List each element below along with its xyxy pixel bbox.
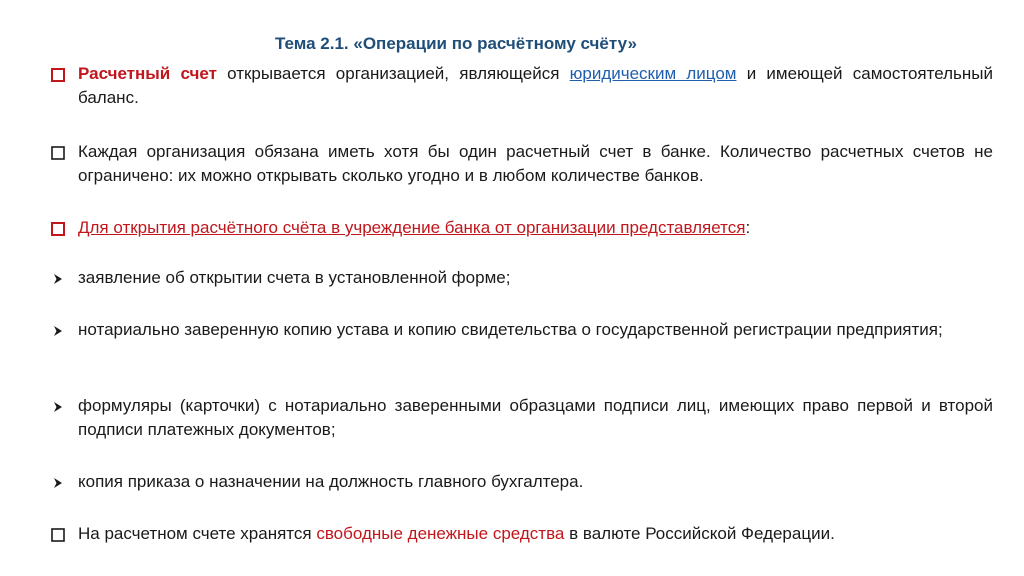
arrow-icon <box>48 269 68 289</box>
item-text: На расчетном счете хранятся <box>78 524 317 543</box>
checkbox-icon <box>48 525 68 545</box>
bullet-item <box>48 266 993 290</box>
bullet-item <box>48 318 993 342</box>
item-text: и имеющей самостоятельный баланс. <box>78 64 993 107</box>
arrow-icon <box>48 321 68 341</box>
bullet-item <box>48 140 993 188</box>
item-text: Каждая организация обязана иметь хотя бы один расчетный счет в банке. Количество расчетных счетов не ограничено: их можно открывать сколько угодно и в любом количестве банков. <box>78 142 993 185</box>
item-text: открывается организацией, являющейся <box>216 64 570 83</box>
checkbox-icon <box>48 219 68 239</box>
arrow-icon <box>48 473 68 493</box>
slide-title: Тема 2.1. «Операции по расчётному счёту» <box>275 34 637 53</box>
legal-entity-link[interactable]: юридическим лицом <box>569 64 737 83</box>
bullet-item <box>48 522 993 546</box>
item-text: заявление об открытии счета в установленной форме; <box>78 268 511 287</box>
item-text: копия приказа о назначении на должность главного бухгалтера. <box>78 472 584 491</box>
free-funds-highlight: свободные денежные средства <box>316 524 565 543</box>
item-text: нотариально заверенную копию устава и копию свидетельства о государственной регистрации предприятия; <box>78 320 943 339</box>
item-text: формуляры (карточки) с нотариально заверенными образцами подписи лиц, имеющих право первой и второй подписи платежных документов; <box>78 396 993 439</box>
documents-heading: Для открытия расчётного счёта в учреждение банка от организации представляется <box>78 218 746 237</box>
bullet-item <box>48 394 993 442</box>
term-settlement-account: Расчетный счет <box>78 64 217 83</box>
arrow-icon <box>48 397 68 417</box>
checkbox-icon <box>48 143 68 163</box>
bullet-item <box>48 470 993 494</box>
item-text: в валюте Российской Федерации. <box>564 524 835 543</box>
item-text: : <box>745 218 751 237</box>
checkbox-icon <box>48 65 68 85</box>
bullet-item <box>48 216 993 240</box>
bullet-item <box>48 62 993 110</box>
